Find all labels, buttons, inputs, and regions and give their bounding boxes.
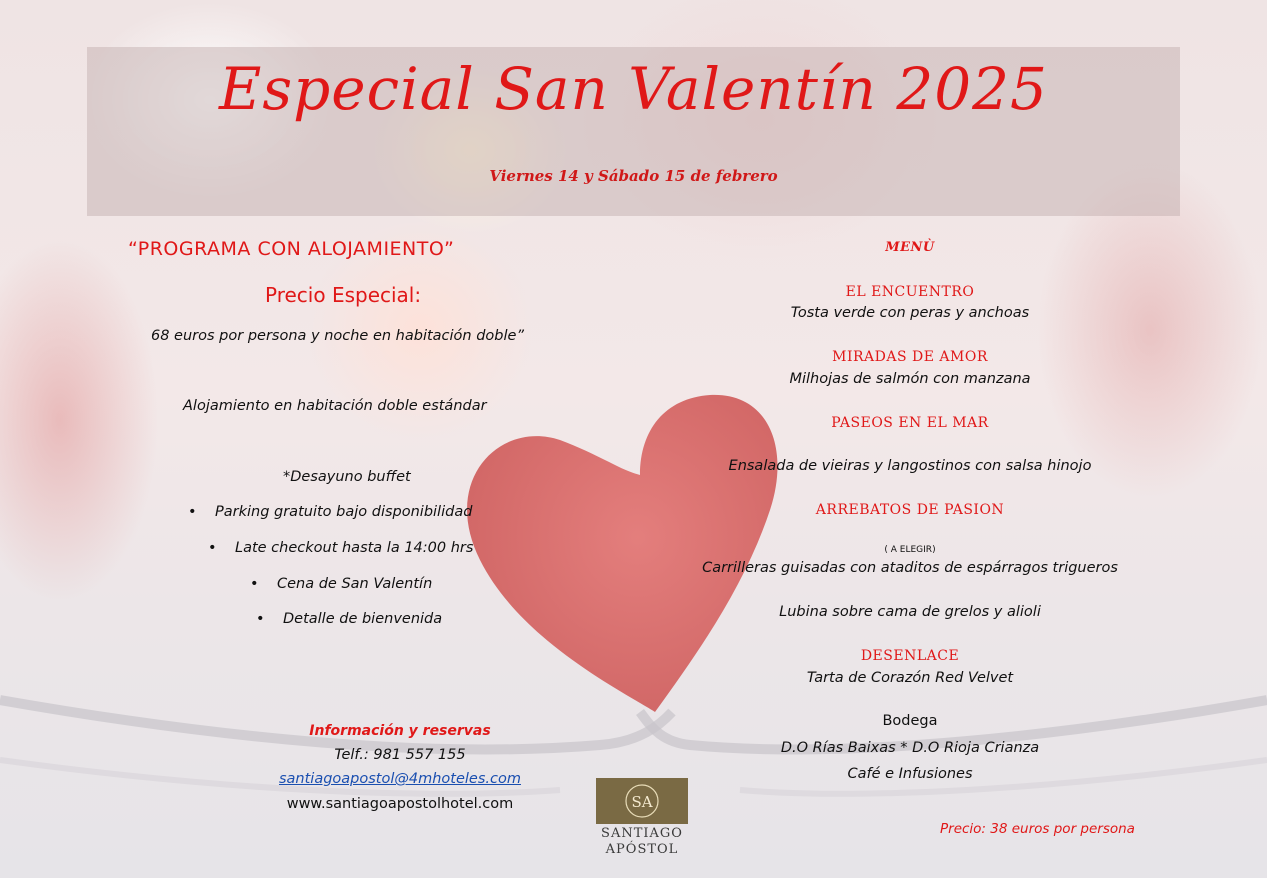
logo-monogram: SA — [631, 793, 653, 811]
coffee-text: Café e Infusiones — [847, 766, 973, 782]
page-title: Especial San Valentín 2025 — [219, 55, 1048, 123]
menu-item: Carrilleras guisadas con ataditos de espárragos trigueros — [702, 560, 1118, 576]
list-item: • Detalle de bienvenida — [256, 611, 443, 627]
wine-heading: Bodega — [882, 713, 938, 729]
bullet-icon: • — [256, 611, 265, 627]
menu-title: MENÙ — [885, 240, 935, 255]
menu-price: Precio: 38 euros por persona — [940, 821, 1135, 837]
accommodation-text: Alojamiento en habitación doble estándar — [183, 398, 487, 414]
list-item: • Parking gratuito bajo disponibilidad — [188, 504, 473, 520]
menu-item: Ensalada de vieiras y langostinos con salsa hinojo — [728, 458, 1092, 474]
menu-column — [640, 0, 1180, 878]
menu-choice-note: ( A ELEGIR) — [884, 545, 936, 555]
wine-list: D.O Rías Baixas * D.O Rioja Crianza — [780, 740, 1040, 756]
menu-section-heading: PASEOS EN EL MAR — [831, 415, 989, 431]
menu-section-heading: ARREBATOS DE PASION — [815, 502, 1005, 518]
menu-item: Tarta de Corazón Red Velvet — [806, 670, 1014, 686]
email-link[interactable]: santiagoapostol@4mhoteles.com — [278, 771, 521, 787]
menu-item: Milhojas de salmón con manzana — [789, 371, 1031, 387]
bullet-icon: • — [250, 576, 259, 592]
logo-wordmark: SANTIAGO APÓSTOL — [601, 826, 683, 857]
menu-item: Lubina sobre cama de grelos y alioli — [779, 604, 1041, 620]
bullet-icon: • — [188, 504, 197, 520]
menu-section-heading: EL ENCUENTRO — [845, 284, 975, 300]
price-description: 68 euros por persona y noche en habitación doble” — [151, 328, 524, 344]
event-dates: Viernes 14 y Sábado 15 de febrero — [489, 167, 778, 185]
program-heading: “PROGRAMA CON ALOJAMIENTO” — [128, 238, 455, 260]
list-item: • Cena de San Valentín — [250, 576, 433, 592]
special-price-label: Precio Especial: — [265, 283, 422, 307]
bullet-icon: • — [208, 540, 217, 556]
phone-number: Telf.: 981 557 155 — [334, 747, 466, 763]
contact-heading: Información y reservas — [309, 723, 491, 739]
menu-section-heading: DESENLACE — [860, 648, 960, 664]
menu-item: Tosta verde con peras y anchoas — [790, 305, 1030, 321]
menu-section-heading: MIRADAS DE AMOR — [832, 349, 988, 365]
list-item: • Late checkout hasta la 14:00 hrs — [208, 540, 474, 556]
website-url: www.santiagoapostolhotel.com — [286, 796, 514, 812]
breakfast-text: *Desayuno buffet — [283, 469, 411, 485]
